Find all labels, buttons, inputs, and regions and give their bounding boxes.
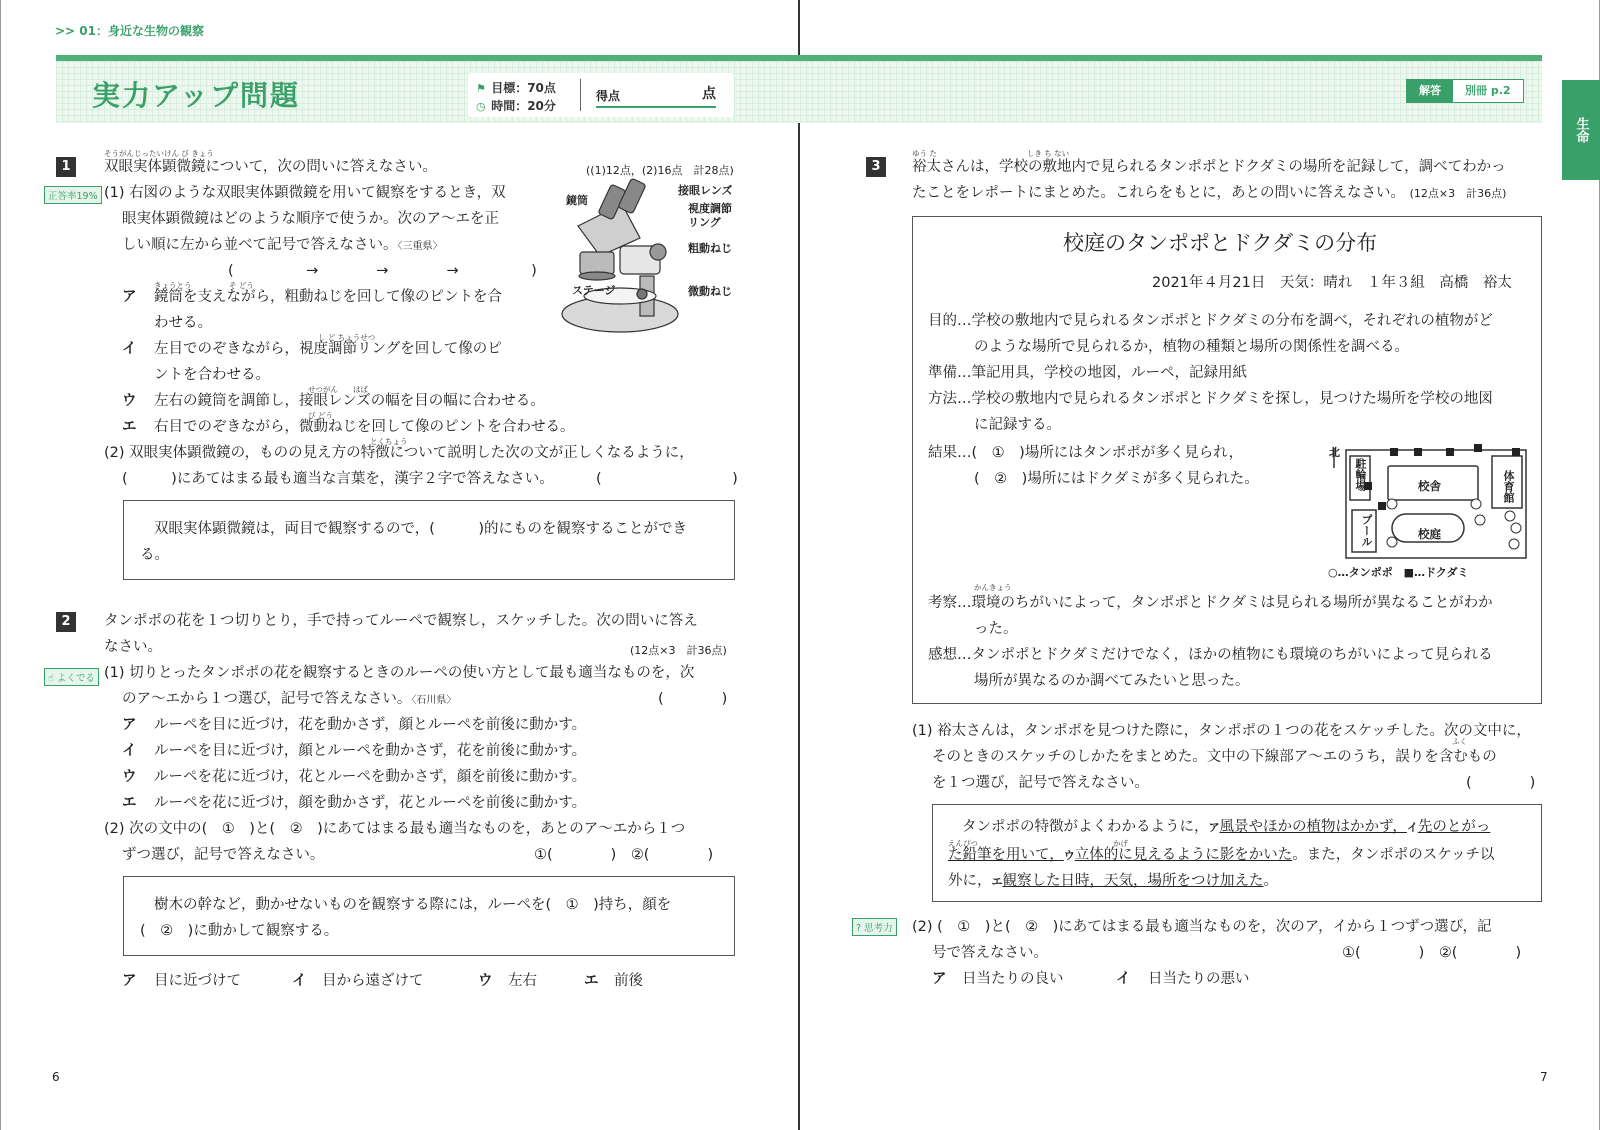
map-gym: 体育館 [1502,470,1515,503]
q3-p1-answer[interactable]: ( ) [1466,775,1536,791]
side-tab[interactable]: 生命 [1562,80,1600,180]
q2-p1-answer[interactable]: ( ) [658,691,728,707]
map-pool: プール [1360,514,1373,547]
report-result: 結果…( ① )場所にはタンポポが多く見られ， [928,445,1244,461]
q1-p1-line: しい順に左から並べて記号で答えなさい。〈三重県〉 [122,237,443,253]
report-title: 校庭のタンポポとドクダミの分布 [1063,231,1378,255]
report-prep: 準備…筆記用具，学校の地図，ルーペ，記録用紙 [928,365,1247,381]
score-field[interactable] [596,106,716,108]
report-purpose: のような場所で見られるか，植物の種類と場所の関係性を調べる。 [974,339,1409,355]
score-unit: 点 [702,86,716,102]
page-edge [0,0,1,1130]
option-key: ウ [122,393,137,409]
q2-p2-line: (2) 次の文中の( ① )と( ② )にあてはまる最も適当なものを，あとのア～エから１つ [104,821,686,837]
flag-icon: ⚑ [476,82,486,95]
q1-p2-line: (2) 双眼実体顕微鏡の，ものの見え方の特徴について説明した次の文が正しくなるように， [104,445,694,461]
q2-stem: なさい。 [104,639,162,655]
q2-points: (12点×3 計36点) [630,644,727,657]
ruby: そうがんじったいけん び きょう [104,149,214,158]
page-title: 実力アップ問題 [92,79,301,112]
option-text: わせる。 [154,315,212,331]
option-key: ア [122,289,137,305]
choice-text: 日当たりの良い [962,971,1064,987]
q2-p2-line: ずつ選び，記号で答えなさい。 [122,847,325,863]
option-text: ントを合わせる。 [154,367,270,383]
report-consider: った。 [974,621,1018,637]
option-text: ルーペを花に近づけ，顔を動かさず，花とルーペを前後に動かす。 [154,795,587,811]
q1-p1-line: (1) 右図のような双眼実体顕微鏡を用いて観察をするとき，双 [104,185,506,201]
question-number-1: 1 [56,157,76,177]
sketch-text: タンポポの特徴がよくわかるように，ア風景やほかの植物はかかず，イ先のとがっ [962,819,1491,835]
report-consider: 考察…環境のちがいによって，タンポポとドクダミは見られる場所が異なることがわか [928,595,1493,611]
q3-p1-line: そのときのスケッチのしかたをまとめた。文中の下線部ア～エのうち，誤りを含むもの [932,749,1497,765]
option-text: ルーペを目に近づけ，花を動かさず，顔とルーペを前後に動かす。 [154,717,587,733]
label-stage: ステージ [572,284,616,297]
frequent-tag: ☝ よくでる [44,668,99,686]
ruby: ゆう た しき ち ない [912,149,1070,158]
thinking-tag: ? 思考力 [852,918,897,936]
choice-key: ア [932,971,947,987]
ruby: ふく [1452,737,1467,746]
clock-icon: ◷ [476,100,486,113]
option-text: 左右の鏡筒を調節し，接眼レンズの幅を目の幅に合わせる。 [154,393,545,409]
q3-p2-line: 号で答えなさい。 [932,945,1048,961]
sketch-text: た鉛筆を用いて，ウ立体的に見えるように影をかいた。また，タンポポのスケッチ以 [948,847,1495,863]
option-text: ルーペを花に近づけ，花とルーペを動かさず，顔を前後に動かす。 [154,769,587,785]
ruby: し ど ちょうせつ [318,333,376,342]
ruby: び どう [308,411,333,420]
option-key: イ [122,743,137,759]
q2-stem: タンポポの花を１つ切りとり，手で持ってルーペで観察し，スケッチした。次の問いに答え [104,613,698,629]
ruby: かんきょう [974,583,1012,592]
q3-stem: たことをレポートにまとめた。これらをもとに，あとの問いに答えなさい。 (12点×3 計36点) [912,185,1507,201]
q1-p1-answer[interactable]: ( → → → ) [228,263,537,279]
choice-key: ア [122,973,137,989]
q1-points: ((1)12点，(2)16点 計28点) [586,164,734,177]
label-fine: 微動ねじ [688,285,732,298]
box-text: ( ② )に動かして観察する。 [140,923,339,939]
sketch-text: 外に，エ観察した日時，天気，場所をつけ加えた。 [948,873,1278,889]
time-text: 時間：20分 [491,99,556,113]
q2-p1-line: (1) 切りとったタンポポの花を観察するときのルーペの使い方として最も適当なものを，次 [104,665,695,681]
q1-p1-line: 眼実体顕微鏡はどのような順序で使うか。次のア～エを正 [122,211,499,227]
map-parking: 駐輪場 [1354,458,1367,491]
ruby: えんぴつ かげ [948,839,1128,848]
label-eyepiece: 接眼レンズ [678,184,733,197]
q2-p2-answer[interactable]: ①( ) ②( ) [534,847,714,863]
report-purpose: 目的…学校の敷地内で見られるタンポポとドクダミの分布を調べ，それぞれの植物がど [928,313,1493,329]
report-impression: 感想…タンポポとドクダミだけでなく，ほかの植物にも環境のちがいによって見られる [928,647,1493,663]
q1-p2-line: ( )にあてはまる最も適当な言葉を，漢字２字で答えなさい。 [122,471,554,487]
report-impression: 場所が異なるのか調べてみたいと思った。 [974,673,1250,689]
map-yard: 校庭 [1418,527,1441,541]
question-number-2: 2 [56,612,76,632]
box-text: 双眼実体顕微鏡は，両目で観察するので，( )的にものを観察することができ [154,521,688,537]
report-method: 方法…学校の敷地内で見られるタンポポとドクダミを探し，見つけた場所を学校の地図 [928,391,1493,407]
answer-reference[interactable]: 解答 別冊 p.2 [1406,79,1524,103]
q3-p1-line: (1) 裕太さんは，タンポポを見つけた際に，タンポポの１つの花をスケッチした。次の文中に， [912,723,1531,739]
choice-text: 左右 [508,973,537,989]
choice-text: 日当たりの悪い [1148,971,1250,987]
label-diopter: リング [688,216,721,229]
ruby: きょうとう そ どう [154,281,254,290]
page-number: 7 [1540,1070,1548,1084]
question-number-3: 3 [866,157,886,177]
option-text: 右目でのぞきながら，微動ねじを回して像のピントを合わせる。 [154,419,575,435]
score-label: 得点 [596,89,621,103]
option-key: エ [122,795,137,811]
breadcrumb: >> 01：身近な生物の観察 [55,24,204,38]
goal-box [468,73,734,117]
choice-text: 目から遠ざけて [322,973,424,989]
map-north: 北 [1329,446,1340,459]
option-key: ア [122,717,137,733]
option-text: ルーペを目に近づけ，顔とルーペを動かさず，花を前後に動かす。 [154,743,587,759]
q1-p2-answer[interactable]: ( ) [596,471,738,487]
hand-icon: ☝ [48,673,54,684]
box-text: 樹木の幹など，動かせないものを観察する際には，ルーペを( ① )持ち，顔を [154,897,672,913]
label-tube: 鏡筒 [566,194,588,207]
ruby: せつがん はば [308,385,368,394]
label-coarse: 粗動ねじ [688,242,732,255]
q1-stem: 双眼実体顕微鏡について，次の問いに答えなさい。 [104,159,437,175]
option-key: イ [122,341,137,357]
map-school: 校舎 [1418,479,1441,493]
choice-key: イ [292,973,307,989]
option-key: エ [122,419,137,435]
box-text: る。 [140,547,169,563]
choice-key: イ [1116,971,1131,987]
choice-text: 目に近づけて [154,973,241,989]
goal-text: 目標：70点 [491,81,556,95]
option-text: 鏡筒を支えながら，粗動ねじを回して像のピントを合 [154,289,502,305]
option-text: 左目でのぞきながら，視度調節リングを回して像のピ [154,341,502,357]
q3-stem: 裕太さんは，学校の敷地内で見られるタンポポとドクダミの場所を記録して，調べてわかっ [912,159,1506,175]
report-result: ( ② )場所にはドクダミが多く見られた。 [974,471,1259,487]
label-diopter: 視度調節 [688,202,732,215]
q3-p2-line: (2) ( ① )と( ② )にあてはまる最も適当なものを，次のア，イから１つずつ選び，記 [912,919,1492,935]
q2-p1-line: のア～エから１つ選び，記号で答えなさい。〈石川県〉 [122,691,457,707]
map-legend: ○…タンポポ ■…ドクダミ [1328,566,1469,579]
q3-p1-line: を１つ選び，記号で答えなさい。 [932,775,1149,791]
report-method: に記録する。 [974,417,1061,433]
option-key: ウ [122,769,137,785]
q3-p2-answer[interactable]: ①( ) ②( ) [1342,945,1522,961]
report-meta: 2021年４月21日 天気：晴れ １年３組 高橋 裕太 [1152,275,1512,291]
choice-key: エ [584,973,599,989]
choice-text: 前後 [614,973,643,989]
choice-key: ウ [478,973,493,989]
question-icon: ? [856,923,862,934]
page-number: 6 [52,1070,60,1084]
accuracy-tag: 正答率19% [44,186,102,204]
ruby: とくちょう [370,437,408,446]
